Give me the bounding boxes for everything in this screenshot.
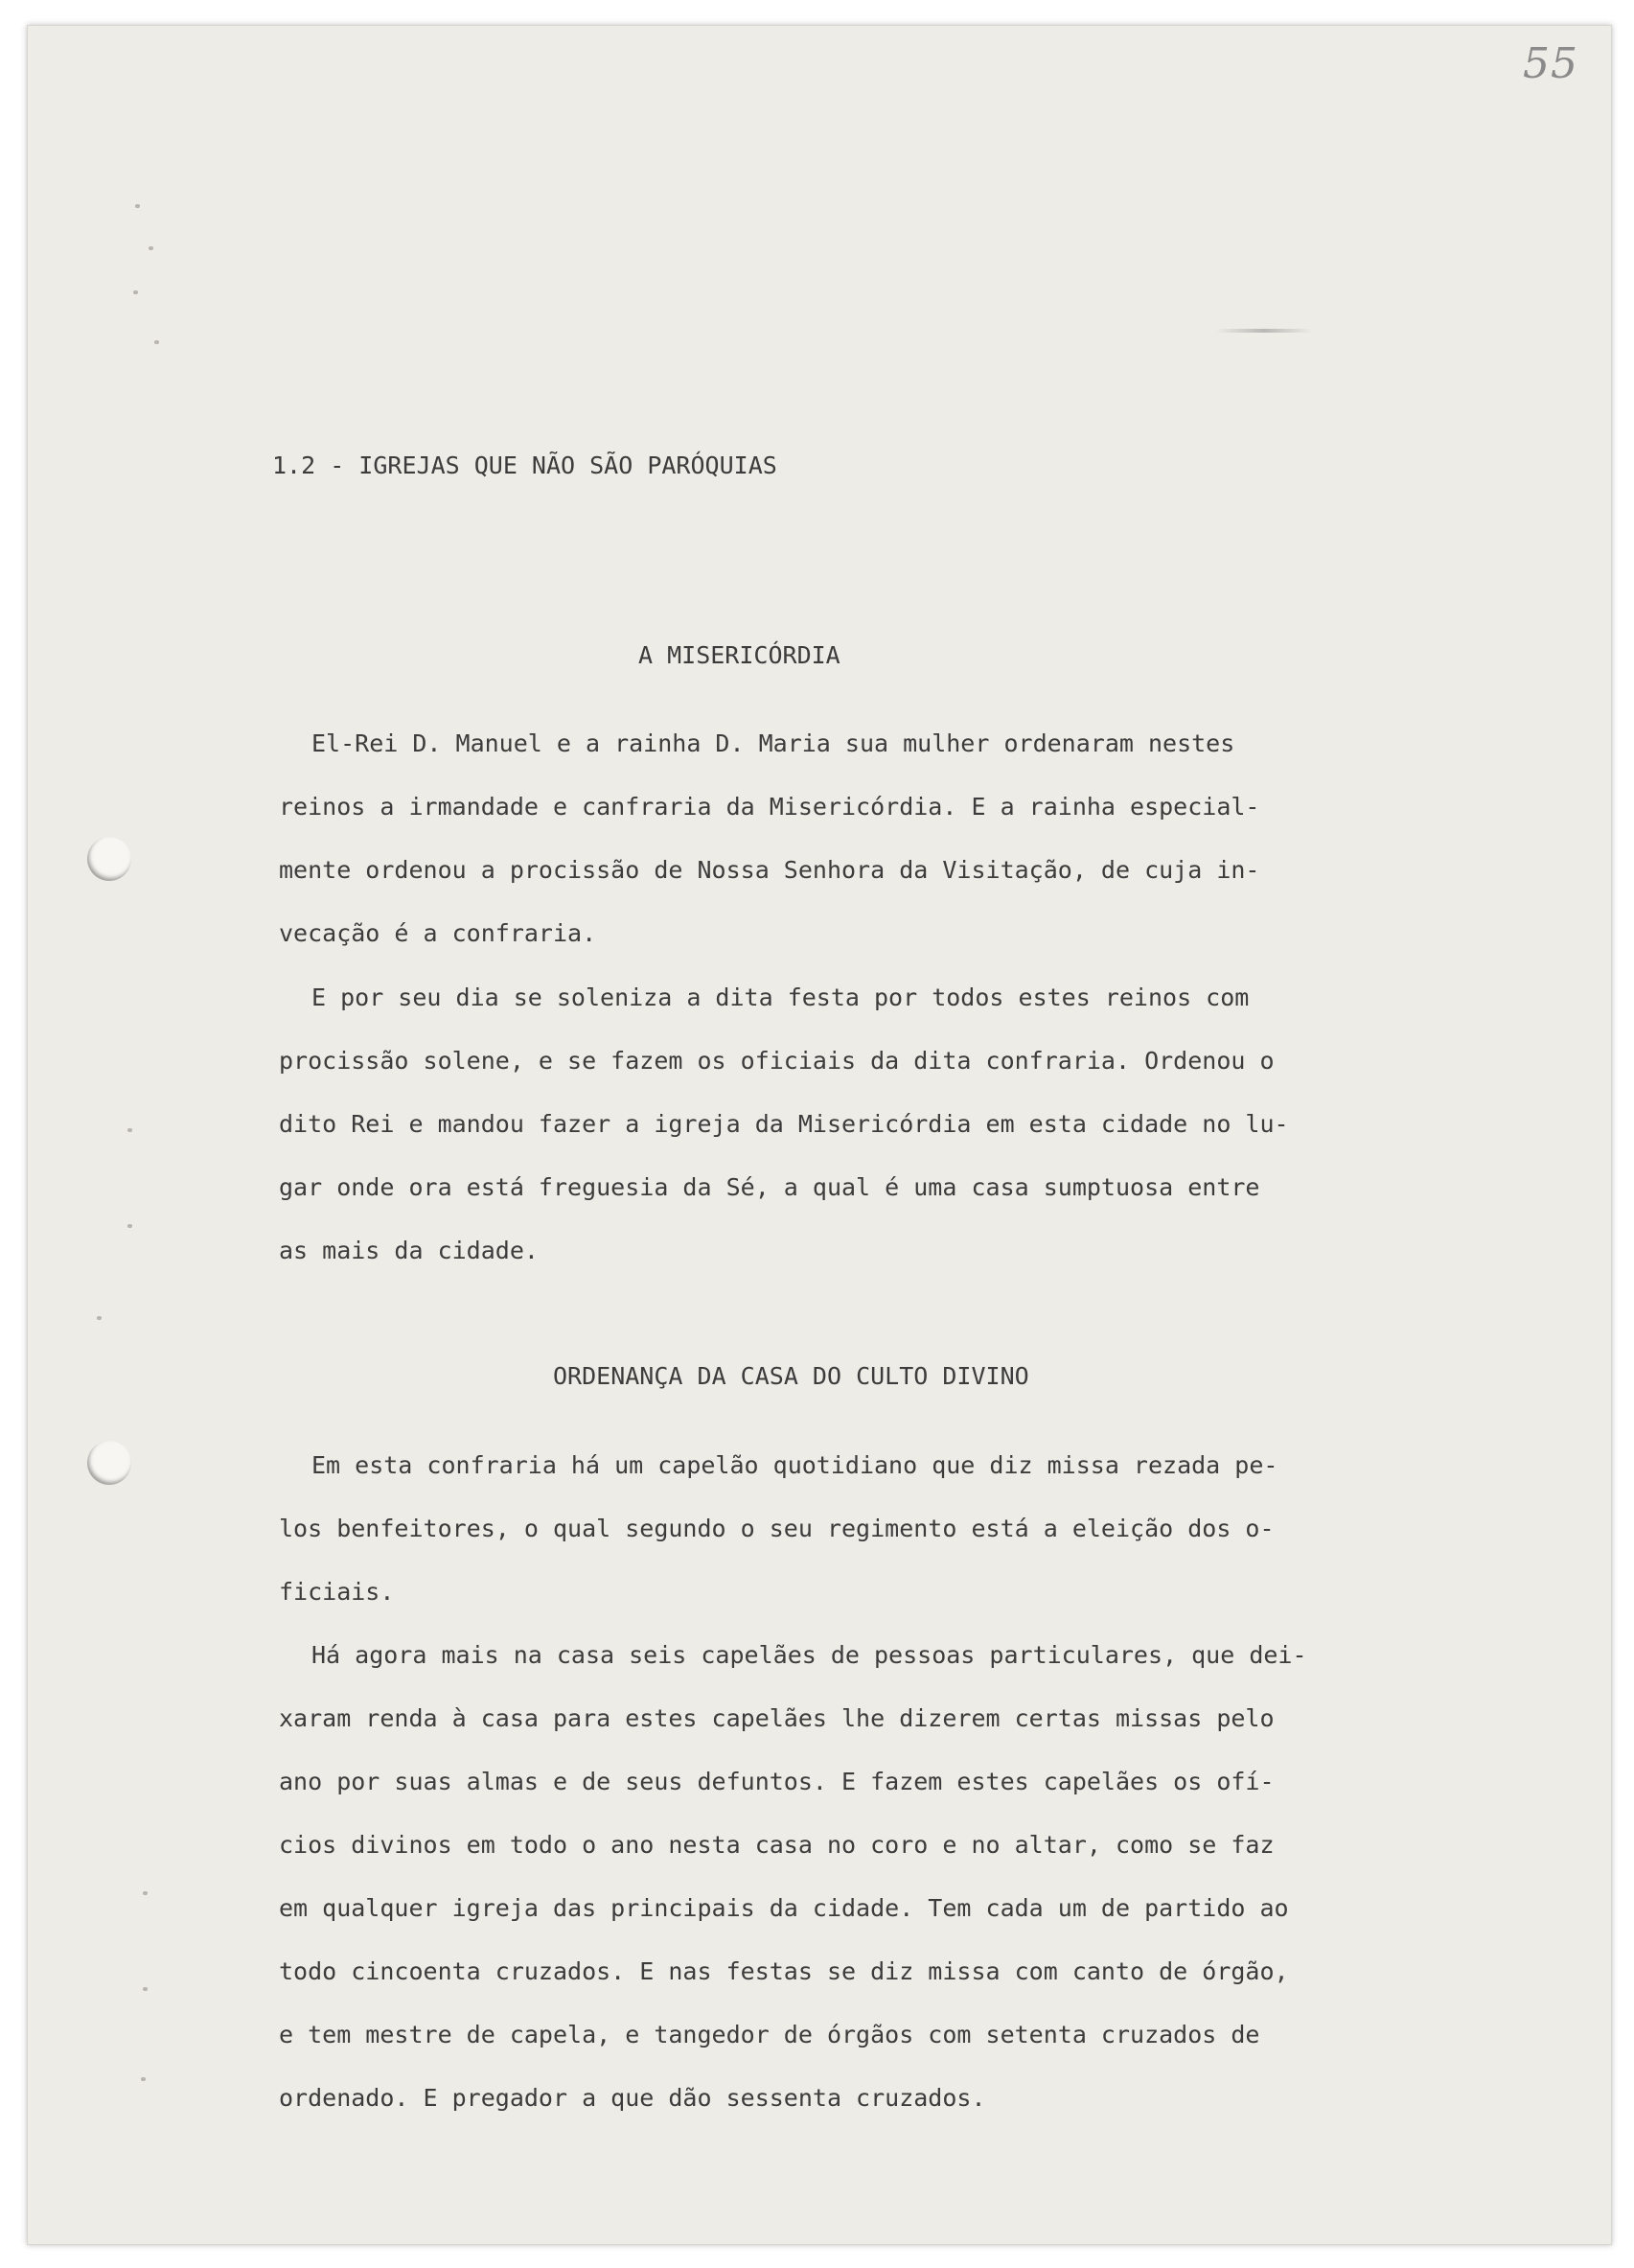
page-number: 55	[1523, 39, 1578, 88]
text-line: ficiais.	[279, 1578, 395, 1606]
text-line: Há agora mais na casa seis capelães de pessoas particulares, que dei-	[311, 1641, 1307, 1669]
paper-speck	[127, 1224, 132, 1228]
text-line: e tem mestre de capela, e tangedor de órgãos com setenta cruzados de	[279, 2021, 1260, 2048]
text-line: cios divinos em todo o ano nesta casa no coro e no altar, como se faz	[279, 1831, 1275, 1859]
section-heading: 1.2 - IGREJAS QUE NÃO SÃO PARÓQUIAS	[272, 451, 777, 479]
paper-speck	[127, 1128, 132, 1132]
ordenanca-paragraph-2	[279, 1624, 1307, 2130]
punch-hole-top	[87, 837, 131, 881]
text-line: vecação é a confraria.	[279, 919, 597, 947]
text-line: xaram renda à casa para estes capelães lhe dizerem certas missas pelo	[279, 1704, 1275, 1732]
paper-speck	[133, 290, 138, 294]
paper-speck	[141, 2077, 146, 2081]
punch-hole-bottom	[87, 1441, 131, 1485]
misericordia-paragraph-1	[279, 712, 1260, 965]
paper-speck	[97, 1316, 102, 1320]
text-line: mente ordenou a procissão de Nossa Senhora da Visitação, de cuja in-	[279, 856, 1260, 884]
text-line: todo cincoenta cruzados. E nas festas se diz missa com canto de órgão,	[279, 1957, 1289, 1985]
paper-speck	[143, 1987, 148, 1991]
text-line: procissão solene, e se fazem os oficiais da dita confraria. Ordenou o	[279, 1047, 1275, 1075]
text-line: em qualquer igreja das principais da cidade. Tem cada um de partido ao	[279, 1894, 1289, 1922]
text-line: los benfeitores, o qual segundo o seu regimento está a eleição dos o-	[279, 1515, 1275, 1542]
text-line: ano por suas almas e de seus defuntos. E fazem estes capelães os ofí-	[279, 1768, 1275, 1795]
text-line: El-Rei D. Manuel e a rainha D. Maria sua mulher ordenaram nestes	[311, 729, 1235, 757]
misericordia-paragraph-2	[279, 966, 1289, 1283]
text-line: ordenado. E pregador a que dão sessenta cruzados.	[279, 2084, 986, 2112]
paper-speck	[143, 1891, 148, 1895]
document-page	[27, 25, 1612, 2245]
paper-speck	[154, 340, 159, 344]
text-line: Em esta confraria há um capelão quotidiano que diz missa rezada pe-	[311, 1451, 1278, 1479]
text-line: E por seu dia se soleniza a dita festa por todos estes reinos com	[311, 984, 1250, 1011]
text-line: gar onde ora está freguesia da Sé, a qual é uma casa sumptuosa entre	[279, 1173, 1260, 1201]
misericordia-title: A MISERICÓRDIA	[638, 641, 840, 669]
paper-smudge	[1216, 329, 1312, 333]
text-line: as mais da cidade.	[279, 1237, 539, 1264]
text-line: reinos a irmandade e canfraria da Misericórdia. E a rainha especial-	[279, 793, 1260, 821]
ordenanca-title: ORDENANÇA DA CASA DO CULTO DIVINO	[553, 1362, 1029, 1390]
paper-speck	[149, 246, 153, 250]
text-line: dito Rei e mandou fazer a igreja da Misericórdia em esta cidade no lu-	[279, 1110, 1289, 1138]
paper-speck	[135, 204, 140, 208]
ordenanca-paragraph-1	[279, 1434, 1277, 1624]
